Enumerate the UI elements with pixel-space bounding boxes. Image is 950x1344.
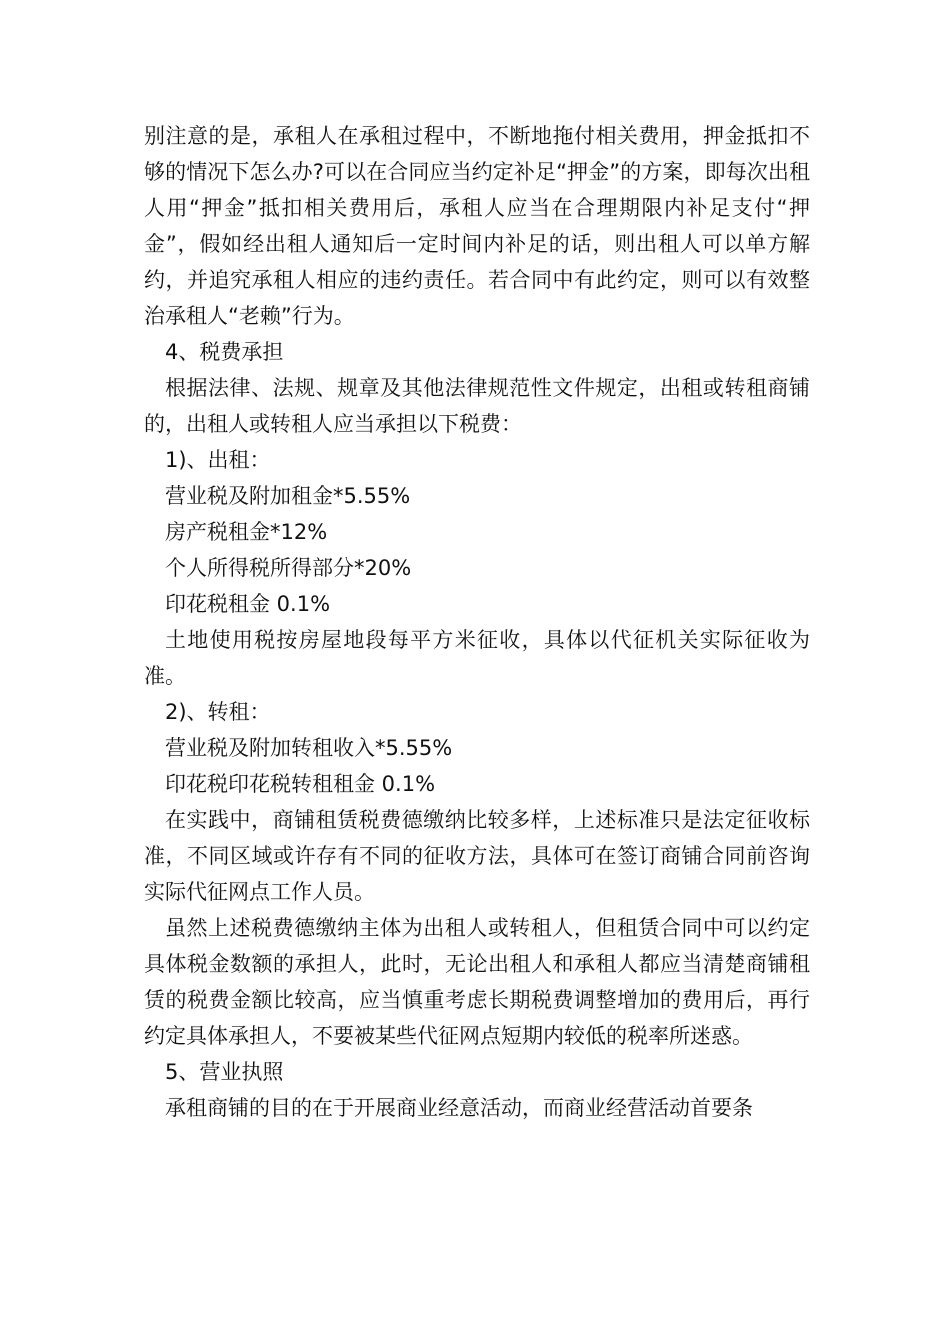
heading-business-license: 5、营业执照 — [165, 1060, 284, 1084]
heading-tax: 4、税费承担 — [165, 340, 284, 364]
paragraph-tax-intro: 根据法律、法规、规章及其他法律规范性文件规定，出租或转租商铺的，出租人或转租人应当承担以下税费： — [144, 376, 810, 436]
list-item: 营业税及附加转租收入*5.55% — [165, 736, 453, 760]
list-item: 印花税印花税转租租金 0.1% — [165, 772, 436, 796]
subheading-lease: 1)、出租： — [165, 448, 271, 472]
paragraph-tax-bearer: 虽然上述税费德缴纳主体为出租人或转租人，但租赁合同中可以约定具体税金数额的承担人，此时，无论出租人和承租人都应当清楚商铺租赁的税费金额比较高，应当慎重考虑长期税费调整增加的费用后，再行约定具体承担人，不要被某些代征网点短期内较低的税率所迷惑。 — [144, 916, 810, 1048]
paragraph-deposit: 别注意的是，承租人在承租过程中，不断地拖付相关费用，押金抵扣不够的情况下怎么办?可以在合同应当约定补足“押金”的方案，即每次出租人用“押金”抵扣相关费用后，承租人应当在合理期限内补足支付“押金”，假如经出租人通知后一定时间内补足的话，则出租人可以单方解约，并追究承租人相应的违约责任。若合同中有此约定，则可以有效整治承租人“老赖”行为。 — [144, 124, 810, 328]
paragraph-practice: 在实践中，商铺租赁税费德缴纳比较多样，上述标准只是法定征收标准，不同区域或许存有不同的征收方法，具体可在签订商铺合同前咨询实际代征网点工作人员。 — [144, 808, 810, 904]
subheading-sublease: 2)、转租： — [165, 700, 271, 724]
list-item: 个人所得税所得部分*20% — [165, 556, 412, 580]
document-page — [144, 118, 810, 1126]
paragraph-land-tax: 土地使用税按房屋地段每平方米征收，具体以代征机关实际征收为准。 — [144, 628, 810, 688]
list-item: 营业税及附加租金*5.55% — [165, 484, 411, 508]
list-item: 房产税租金*12% — [165, 520, 328, 544]
list-item: 印花税租金 0.1% — [165, 592, 331, 616]
paragraph-business-license: 承租商铺的目的在于开展商业经意活动，而商业经营活动首要条 — [165, 1096, 753, 1120]
